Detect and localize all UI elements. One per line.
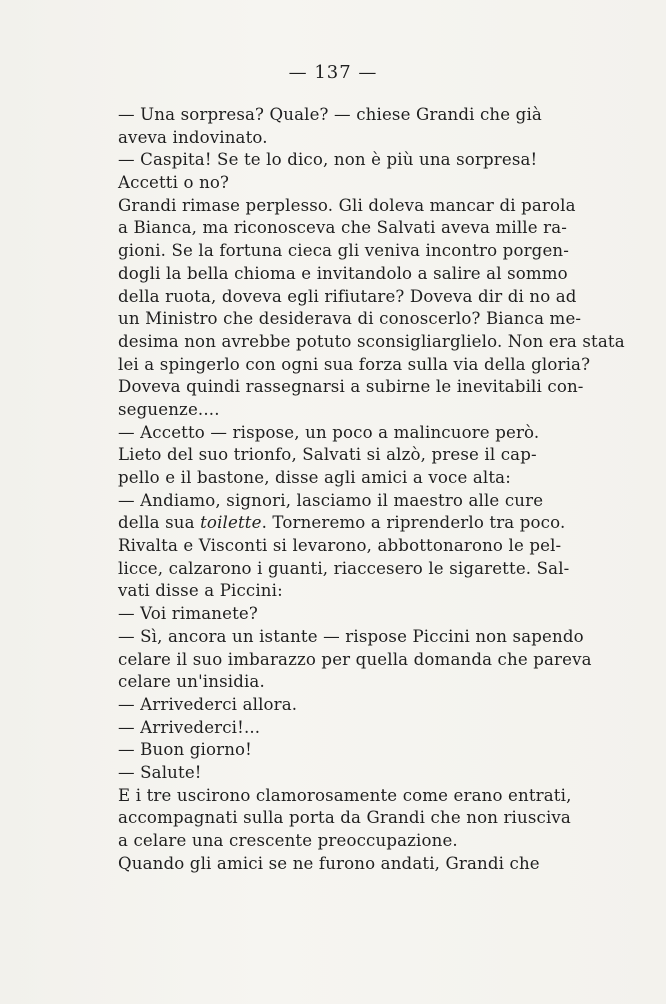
text-line: — Voi rimanete?	[118, 604, 258, 624]
text-line: pello e il bastone, disse agli amici a voce alta:	[118, 468, 511, 487]
text-line: accompagnati sulla porta da Grandi che non riusciva	[118, 808, 571, 828]
text-line: desima non avrebbe potuto sconsigliarglielo. Non era stata	[118, 331, 625, 351]
text-line: Grandi rimase perplesso. Gli doleva mancar di parola	[118, 195, 576, 215]
text-line: — Buon giorno!	[118, 740, 252, 760]
text-line: — Arrivederci!...	[118, 717, 261, 737]
text-line: a celare una crescente preoccupazione.	[118, 831, 458, 850]
text-line: — Salute!	[118, 762, 202, 782]
text-line: a Bianca, ma riconosceva che Salvati aveva mille ra-	[118, 218, 568, 238]
text-line: un Ministro che desiderava di conoscerlo? Bianca me-	[118, 309, 582, 329]
text-line: celare un'insidia.	[118, 672, 265, 692]
text-line: vati disse a Piccini:	[118, 581, 283, 601]
text-line: licce, calzarono i guanti, riaccesero le sigarette. Sal-	[118, 558, 570, 578]
body-text	[118, 104, 625, 875]
text-line: dogli la bella chioma e invitandolo a salire al sommo	[118, 263, 568, 283]
italic-word: toilette	[200, 513, 262, 533]
text-line-mixed	[118, 512, 566, 535]
text-line: seguenze....	[118, 399, 220, 419]
text-line: Accetti o no?	[118, 173, 230, 193]
text-line: — Una sorpresa? Quale? — chiese Grandi che già	[118, 105, 542, 124]
text-span: della sua	[118, 513, 195, 533]
text-line: — Accetto — rispose, un poco a malincuore però.	[118, 422, 540, 442]
text-line: della ruota, doveva egli rifiutare? Doveva dir di no ad	[118, 286, 577, 306]
text-line: E i tre uscirono clamorosamente come erano entrati,	[118, 785, 572, 805]
text-line: — Sì, ancora un istante — rispose Piccini non sapendo	[118, 626, 584, 646]
text-line: aveva indovinato.	[118, 127, 268, 147]
text-line: Lieto del suo trionfo, Salvati si alzò, prese il cap-	[118, 445, 537, 465]
text-line: gioni. Se la fortuna cieca gli veniva incontro porgen-	[118, 241, 570, 261]
text-line: — Arrivederci allora.	[118, 694, 298, 714]
text-line: Quando gli amici se ne furono andati, Grandi che	[118, 853, 540, 873]
text-span: . Torneremo a riprenderlo tra poco.	[261, 513, 566, 533]
text-line: — Caspita! Se te lo dico, non è più una sorpresa!	[118, 150, 538, 170]
text-line: Rivalta e Visconti si levarono, abbottonarono le pel-	[118, 536, 562, 556]
page-number: — 137 —	[288, 62, 378, 83]
text-line: lei a spingerlo con ogni sua forza sulla via della gloria?	[118, 354, 591, 374]
text-line: celare il suo imbarazzo per quella domanda che pareva	[118, 649, 592, 669]
text-line: Doveva quindi rassegnarsi a subirne le inevitabili con-	[118, 377, 584, 397]
text-line: — Andiamo, signori, lasciamo il maestro alle cure	[118, 490, 544, 510]
